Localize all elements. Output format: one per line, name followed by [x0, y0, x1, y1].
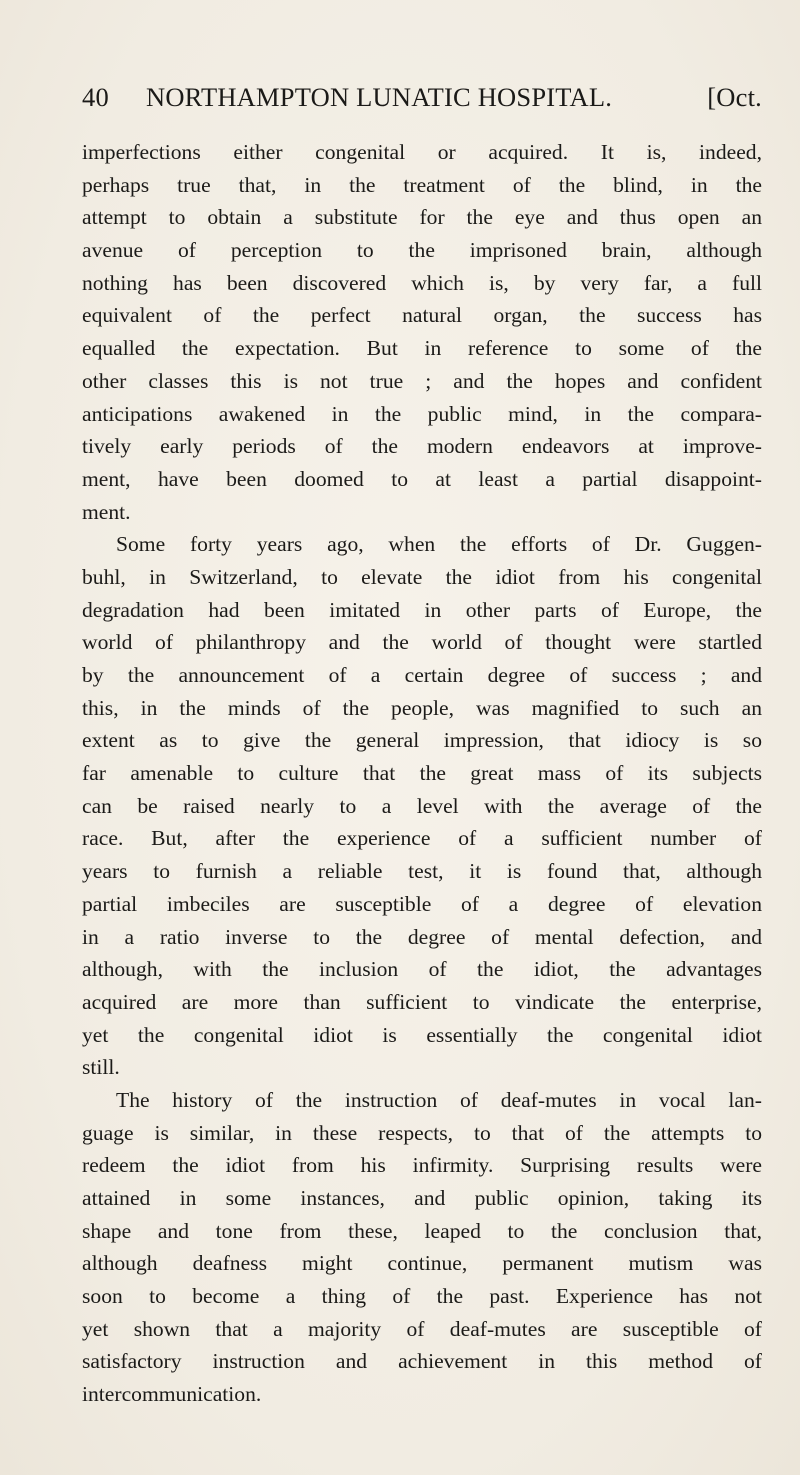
- running-month: [Oct.: [707, 82, 762, 112]
- text-line: yet the congenital idiot is essentially the congenital idiot: [82, 1022, 762, 1047]
- text-line: other classes this is not true ; and the hopes and confident: [82, 368, 762, 393]
- text-line: ment.: [82, 499, 131, 524]
- text-line: still.: [82, 1055, 120, 1080]
- running-head: [82, 82, 762, 122]
- text-line: imperfections either congenital or acquired. It is, indeed,: [82, 140, 762, 164]
- page-number: 40: [82, 82, 109, 112]
- body-text: [82, 136, 762, 1411]
- text-line: avenue of perception to the imprisoned brain, although: [82, 238, 762, 263]
- text-line: tively early periods of the modern endeavors at improve-: [82, 434, 762, 459]
- text-line: partial imbeciles are susceptible of a degree of elevation: [82, 891, 762, 916]
- text-line: degradation had been imitated in other parts of Europe, the: [82, 597, 762, 622]
- text-line: race. But, after the experience of a sufficient number of: [82, 826, 762, 851]
- text-line: world of philanthropy and the world of thought were startled: [82, 630, 762, 655]
- text-line: years to furnish a reliable test, it is found that, although: [82, 859, 762, 884]
- text-line: nothing has been discovered which is, by very far, a full: [82, 270, 762, 295]
- text-line: anticipations awakened in the public mind, in the compara-: [82, 401, 762, 426]
- text-line: redeem the idiot from his infirmity. Surprising results were: [82, 1153, 762, 1178]
- text-line: buhl, in Switzerland, to elevate the idiot from his congenital: [82, 564, 762, 589]
- text-line: equalled the expectation. But in reference to some of the: [82, 336, 762, 361]
- text-line: yet shown that a majority of deaf-mutes are susceptible of: [82, 1316, 762, 1341]
- text-line: extent as to give the general impression, that idiocy is so: [82, 728, 762, 753]
- text-line: although deafness might continue, permanent mutism was: [82, 1251, 762, 1276]
- running-title: NORTHAMPTON LUNATIC HOSPITAL.: [146, 82, 613, 112]
- text-line: acquired are more than sufficient to vindicate the enterprise,: [82, 989, 762, 1014]
- text-line: far amenable to culture that the great mass of its subjects: [82, 761, 762, 786]
- text-line: guage is similar, in these respects, to that of the attempts to: [82, 1120, 762, 1145]
- text-line: Some forty years ago, when the efforts of Dr. Guggen-: [116, 532, 762, 557]
- text-line: soon to become a thing of the past. Experience has not: [82, 1284, 762, 1309]
- text-line: can be raised nearly to a level with the average of the: [82, 793, 762, 818]
- text-line: perhaps true that, in the treatment of the blind, in the: [82, 172, 762, 197]
- text-line: intercommunication.: [82, 1382, 262, 1407]
- text-line: equivalent of the perfect natural organ, the success has: [82, 303, 762, 328]
- text-line: in a ratio inverse to the degree of mental defection, and: [82, 924, 762, 949]
- text-line: shape and tone from these, leaped to the conclusion that,: [82, 1218, 762, 1243]
- text-line: attained in some instances, and public opinion, taking its: [82, 1186, 762, 1210]
- text-line: The history of the instruction of deaf-mutes in vocal lan-: [116, 1087, 762, 1112]
- text-line: by the announcement of a certain degree of success ; and: [82, 663, 762, 687]
- text-line: satisfactory instruction and achievement in this method of: [82, 1349, 762, 1374]
- text-line: this, in the minds of the people, was magnified to such an: [82, 695, 762, 720]
- text-line: although, with the inclusion of the idiot, the advantages: [82, 957, 762, 982]
- text-line: attempt to obtain a substitute for the eye and thus open an: [82, 205, 762, 230]
- text-line: ment, have been doomed to at least a partial disappoint-: [82, 466, 762, 491]
